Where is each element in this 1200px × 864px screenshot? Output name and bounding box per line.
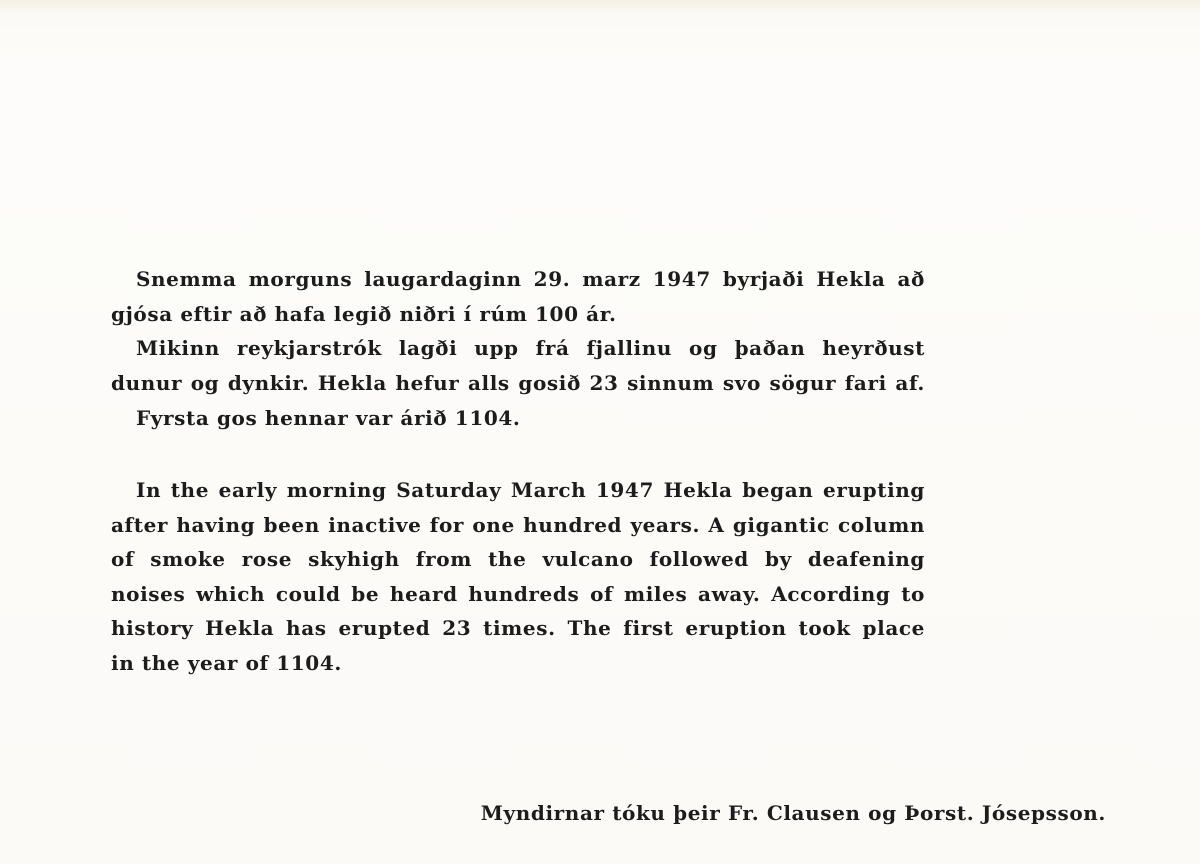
english-line: in the year of 1104. [111, 650, 342, 675]
english-paragraph [111, 473, 925, 681]
icelandic-line: gjósa eftir að hafa legið niðri í rúm 100 ár. [111, 301, 617, 326]
icelandic-line: Fyrsta gos hennar var árið 1104. [136, 405, 521, 430]
english-line: after having been inactive for one hundred years. A gigantic column [111, 512, 925, 537]
english-line: of smoke rose skyhigh from the vulcano followed by deafening [111, 547, 925, 572]
english-line: noises which could be heard hundreds of miles away. According to [111, 581, 925, 606]
icelandic-paragraph [111, 262, 925, 436]
icelandic-line: Snemma morguns laugardaginn 29. marz 1947 byrjaði Hekla að [136, 267, 925, 291]
english-line: history Hekla has erupted 23 times. The first eruption took place [111, 616, 925, 641]
english-line: In the early morning Saturday March 1947 Hekla began erupting [136, 478, 925, 502]
icelandic-line: dunur og dynkir. Hekla hefur alls gosið 23 sinnum svo sögur fari af. [111, 371, 925, 396]
photo-credit: Myndirnar tóku þeir Fr. Clausen og Þorst. Jósepsson. [480, 801, 1106, 825]
icelandic-line: Mikinn reykjarstrók lagði upp frá fjallinu og þaðan heyrðust [136, 336, 925, 361]
